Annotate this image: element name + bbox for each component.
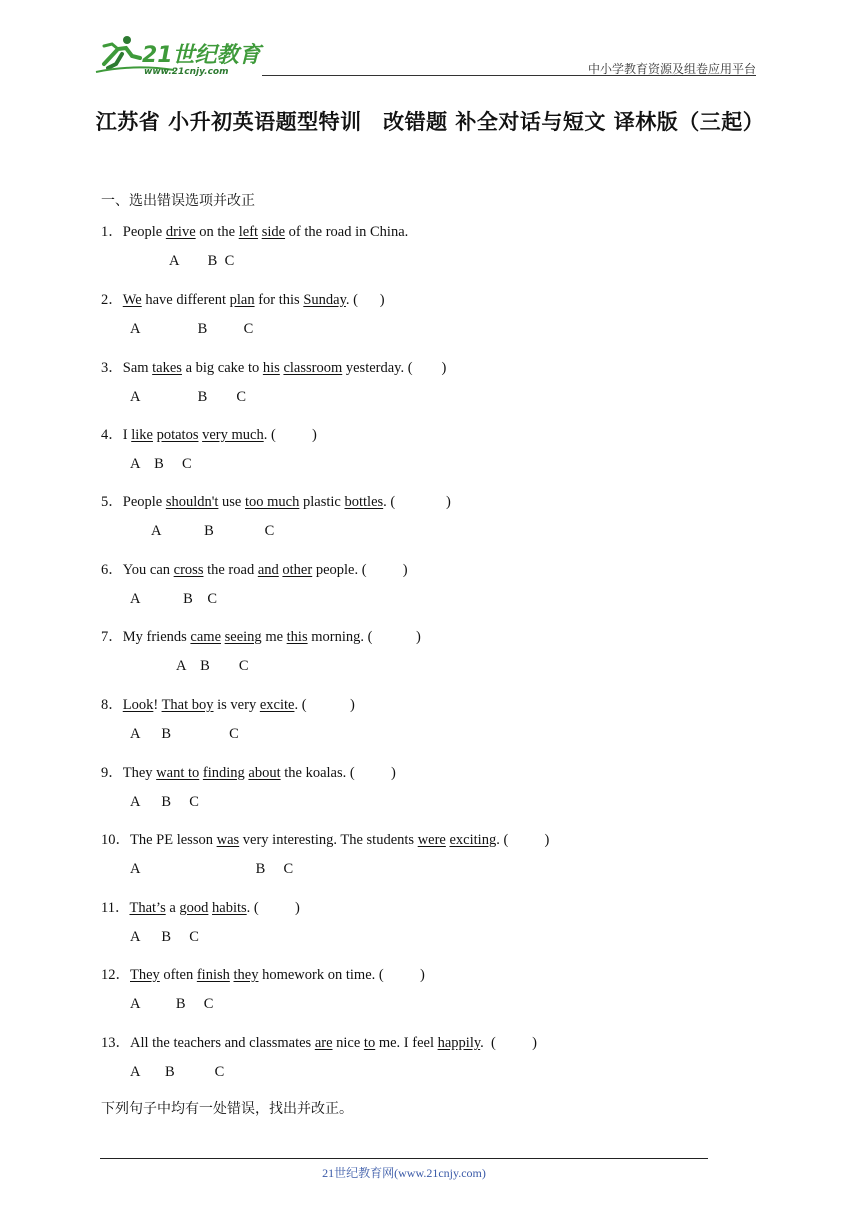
question-text: the koalas. ( ) bbox=[280, 765, 396, 781]
underlined-option: want to bbox=[156, 765, 200, 781]
underlined-option: left bbox=[238, 224, 259, 240]
question-text: . ( ) bbox=[496, 832, 550, 848]
question-text: often bbox=[159, 967, 197, 983]
header-tagline: 中小学教育资源及组卷应用平台 bbox=[587, 62, 756, 76]
question-item bbox=[101, 220, 408, 241]
underlined-option: seeing bbox=[224, 629, 262, 645]
underlined-option: We bbox=[122, 292, 142, 308]
question-item bbox=[101, 896, 300, 917]
option-letters: A B C bbox=[130, 794, 199, 810]
question-text: 12． bbox=[101, 967, 130, 983]
question-text: 2． bbox=[101, 292, 123, 308]
question-text: yesterday. ( ) bbox=[342, 360, 447, 376]
underlined-option: like bbox=[131, 427, 153, 443]
option-letters: A B C bbox=[130, 996, 214, 1012]
underlined-option: That boy bbox=[161, 697, 214, 713]
question-text: a big cake to bbox=[181, 360, 263, 376]
question-text: . ( ) bbox=[480, 1035, 537, 1051]
question-text: me bbox=[261, 629, 287, 645]
document-title: 江苏省 小升初英语题型特训 改错题 补全对话与短文 译林版（三起） bbox=[95, 110, 765, 134]
option-letters: A B C bbox=[130, 929, 199, 945]
option-letters: A B C bbox=[130, 456, 192, 472]
question-item bbox=[101, 693, 355, 714]
underlined-option: are bbox=[314, 1035, 333, 1051]
underlined-option: Look bbox=[122, 697, 154, 713]
logo-text: 21世纪教育 bbox=[142, 43, 261, 68]
option-letters: A B C bbox=[130, 591, 218, 607]
section-title: 一、选出错误选项并改正 bbox=[101, 193, 255, 209]
underlined-option: too much bbox=[245, 494, 300, 510]
underlined-option: finding bbox=[202, 765, 245, 781]
underlined-option: other bbox=[282, 562, 313, 578]
question-text: 7．My friends bbox=[101, 629, 191, 645]
question-text: 4．I bbox=[101, 427, 132, 443]
question-text: people. ( ) bbox=[312, 562, 408, 578]
underlined-option: potatos bbox=[156, 427, 199, 443]
question-text: . ( ) bbox=[383, 494, 451, 510]
header-divider bbox=[262, 75, 756, 76]
underlined-option: drive bbox=[165, 224, 196, 240]
underlined-option: exciting bbox=[449, 832, 497, 848]
question-text: a bbox=[165, 900, 180, 916]
question-item bbox=[101, 828, 549, 849]
underlined-option: cross bbox=[173, 562, 204, 578]
question-text: have different bbox=[141, 292, 230, 308]
logo-url: www.21cnjy.com bbox=[144, 67, 229, 77]
footer-divider bbox=[100, 1158, 708, 1159]
question-text: 1．People bbox=[101, 224, 166, 240]
question-text: 10．The PE lesson bbox=[101, 832, 217, 848]
option-letters: A B C bbox=[130, 321, 254, 337]
question-text: . ( ) bbox=[263, 427, 317, 443]
underlined-option: good bbox=[179, 900, 209, 916]
question-item bbox=[101, 963, 425, 984]
question-text: plastic bbox=[299, 494, 345, 510]
underlined-option: takes bbox=[152, 360, 182, 376]
question-text: is very bbox=[213, 697, 260, 713]
footer-text: 21世纪教育网(www.21cnjy.com) bbox=[322, 1166, 486, 1180]
underlined-option: his bbox=[262, 360, 280, 376]
question-text: . ( ) bbox=[294, 697, 355, 713]
question-text: 11． bbox=[101, 900, 130, 916]
question-text: morning. ( ) bbox=[307, 629, 421, 645]
question-item bbox=[101, 625, 421, 646]
question-text: for this bbox=[254, 292, 304, 308]
underlined-option: plan bbox=[229, 292, 255, 308]
question-text: 8． bbox=[101, 697, 123, 713]
question-text: 3．Sam bbox=[101, 360, 153, 376]
question-item bbox=[101, 356, 446, 377]
underlined-option: this bbox=[286, 629, 308, 645]
underlined-option: and bbox=[257, 562, 279, 578]
underlined-option: about bbox=[248, 765, 281, 781]
option-letters: A B C bbox=[169, 253, 235, 269]
underlined-option: shouldn't bbox=[165, 494, 219, 510]
underlined-option: very much bbox=[202, 427, 264, 443]
underlined-option: excite bbox=[259, 697, 295, 713]
question-item bbox=[101, 423, 317, 444]
underlined-option: That’s bbox=[129, 900, 166, 916]
question-text: . ( ) bbox=[246, 900, 300, 916]
question-text: 5．People bbox=[101, 494, 166, 510]
underlined-option: finish bbox=[196, 967, 230, 983]
question-text: ! bbox=[153, 697, 162, 713]
underlined-option: Sunday bbox=[303, 292, 346, 308]
question-item bbox=[101, 288, 385, 309]
underlined-option: was bbox=[216, 832, 240, 848]
underlined-option: to bbox=[363, 1035, 376, 1051]
underlined-option: happily bbox=[437, 1035, 481, 1051]
option-letters: A B C bbox=[130, 861, 294, 877]
question-text: use bbox=[218, 494, 245, 510]
question-text: . ( ) bbox=[345, 292, 385, 308]
question-text: 9．They bbox=[101, 765, 157, 781]
question-text: of the road in China. bbox=[285, 224, 409, 240]
instruction-note: 下列句子中均有一处错误，找出并改正。 bbox=[101, 1101, 353, 1117]
question-text: the road bbox=[203, 562, 258, 578]
question-item bbox=[101, 490, 451, 511]
site-logo bbox=[94, 34, 264, 78]
question-text: nice bbox=[332, 1035, 364, 1051]
underlined-option: were bbox=[417, 832, 446, 848]
option-letters: A B C bbox=[130, 726, 239, 742]
option-letters: A B C bbox=[130, 389, 247, 405]
option-letters: A B C bbox=[130, 1064, 225, 1080]
question-item bbox=[101, 1031, 537, 1052]
underlined-option: bottles bbox=[344, 494, 384, 510]
runner-logo-icon bbox=[94, 34, 264, 78]
option-letters: A B C bbox=[176, 658, 249, 674]
option-letters: A B C bbox=[151, 523, 275, 539]
underlined-option: they bbox=[233, 967, 259, 983]
question-text: very interesting. The students bbox=[239, 832, 418, 848]
question-item bbox=[101, 761, 396, 782]
question-text: me. I feel bbox=[375, 1035, 438, 1051]
underlined-option: classroom bbox=[283, 360, 343, 376]
question-text: homework on time. ( ) bbox=[258, 967, 425, 983]
question-text: 13．All the teachers and classmates bbox=[101, 1035, 315, 1051]
underlined-option: side bbox=[261, 224, 286, 240]
question-text: 6．You can bbox=[101, 562, 174, 578]
question-item bbox=[101, 558, 408, 579]
underlined-option: came bbox=[190, 629, 222, 645]
underlined-option: They bbox=[130, 967, 160, 983]
underlined-option: habits bbox=[212, 900, 247, 916]
question-text: on the bbox=[195, 224, 239, 240]
